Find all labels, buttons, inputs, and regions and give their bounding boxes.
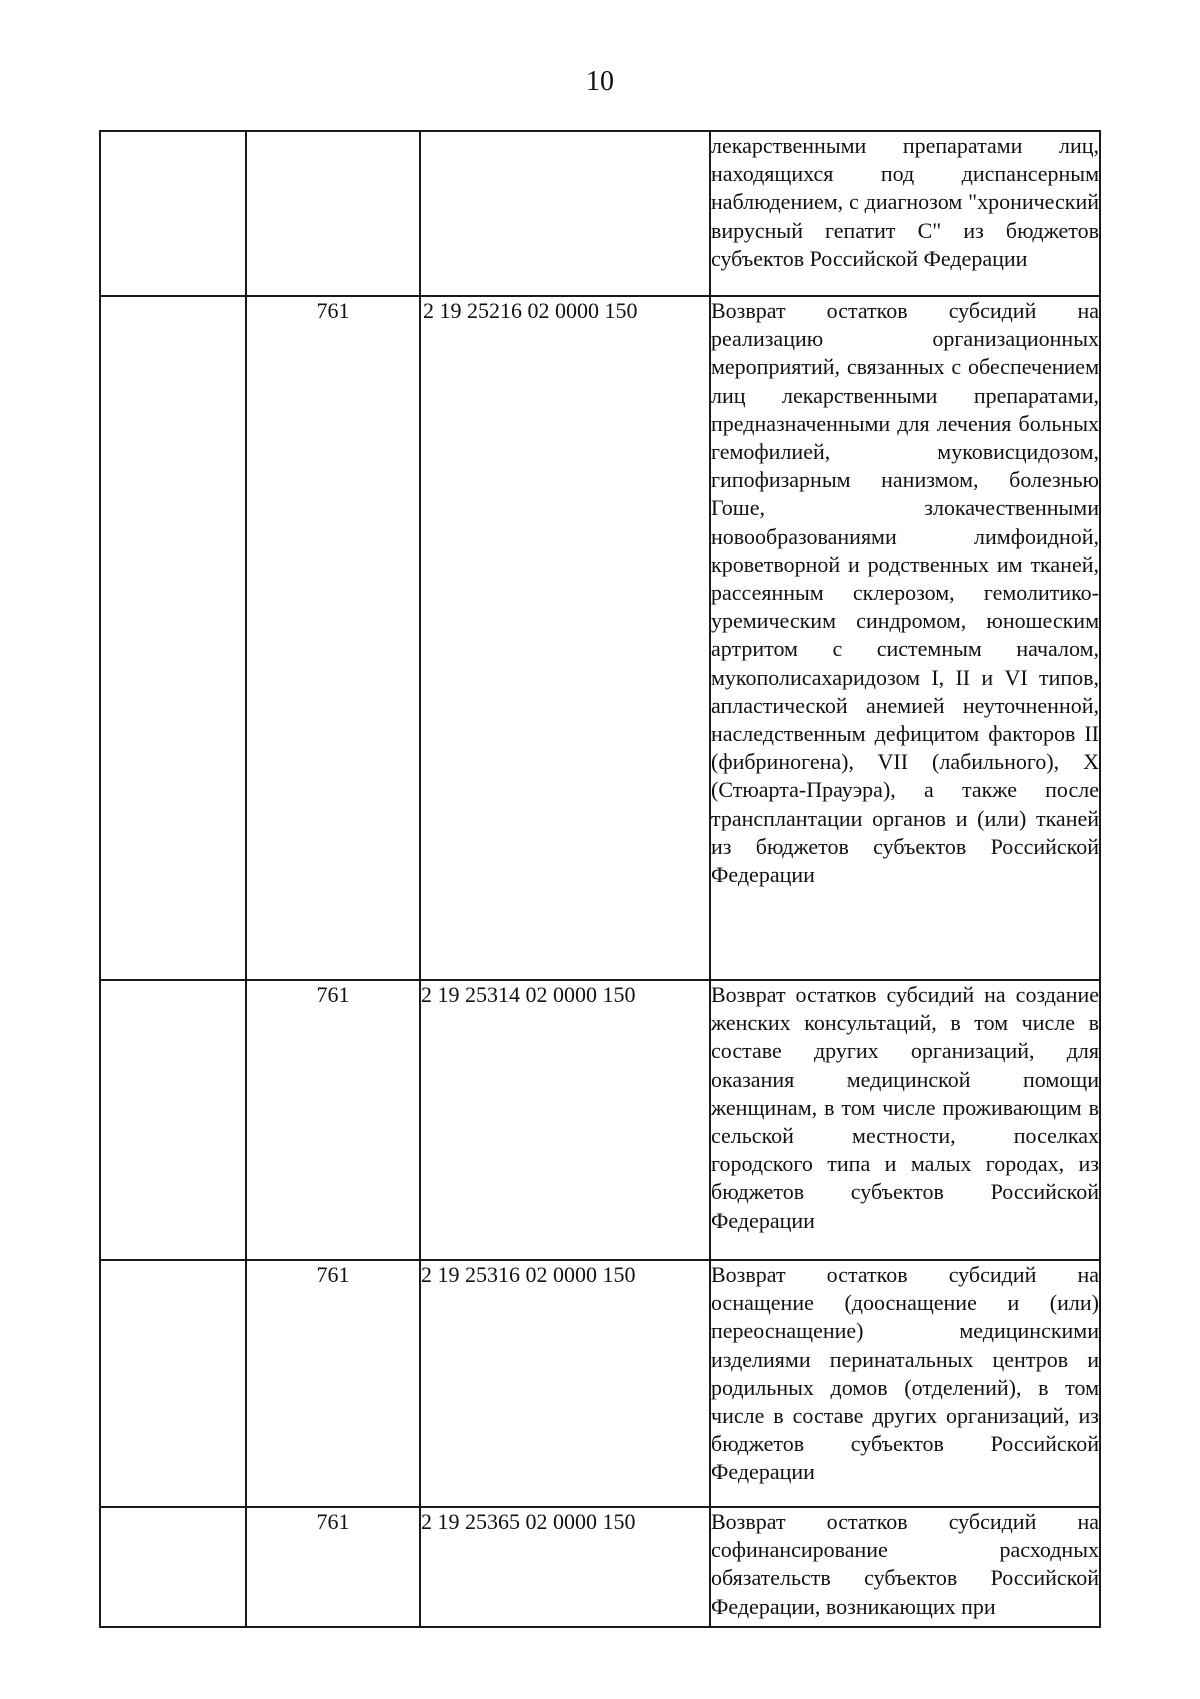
description-cell: Возврат остатков субсидий на реализацию организационных мероприятий, связанных с обеспечением лиц лекарственными препаратами, предназначенными для лечения больных гемофилией, муковисцидозом, гипофизарным нанизмом, болезнью Гоше, злокачественными новообразованиями лимфоидной, кроветворной и родственных им тканей, рассеянным склерозом, гемолитико-уремическим синдромом, юношеским артритом с системным началом, мукополисахаридозом I, II и VI типов, апластической анемией неуточненной, наследственным дефицитом факторов II (фибриногена), VII (лабильного), X (Стюарта-Прауэра), а также после трансплантации органов и (или) тканей из бюджетов субъектов Российской Федерации (710, 296, 1100, 980)
page-number: 10 (586, 66, 614, 97)
table-row (100, 131, 1100, 296)
description-cell: Возврат остатков субсидий на оснащение (дооснащение и (или) переоснащение) медицинскими изделиями перинатальных центров и родильных домов (отделений), в том числе в составе других организаций, из бюджетов субъектов Российской Федерации (710, 1260, 1100, 1507)
description-cell: Возврат остатков субсидий на создание женских консультаций, в том числе в составе других организаций, для оказания медицинской помощи женщинам, в том числе проживающим в сельской местности, поселках городского типа и малых городах, из бюджетов субъектов Российской Федерации (710, 980, 1100, 1260)
kbk-code-cell: 2 19 25314 02 0000 150 (420, 980, 710, 1260)
admin-code-cell: 761 (246, 980, 420, 1260)
budget-codes-table (99, 130, 1101, 1628)
admin-code-cell (246, 131, 420, 296)
kbk-code-cell: 2 19 25216 02 0000 150 (420, 296, 710, 980)
empty-cell (100, 980, 246, 1260)
table-row (100, 1260, 1100, 1507)
kbk-code-cell: 2 19 25316 02 0000 150 (420, 1260, 710, 1507)
table-row (100, 980, 1100, 1260)
empty-cell (100, 131, 246, 296)
empty-cell (100, 1260, 246, 1507)
admin-code-cell: 761 (246, 296, 420, 980)
description-cell: Возврат остатков субсидий на софинансирование расходных обязательств субъектов Российской Федерации, возникающих при (710, 1507, 1100, 1627)
table-row (100, 1507, 1100, 1627)
admin-code-cell: 761 (246, 1507, 420, 1627)
kbk-code-cell (420, 131, 710, 296)
empty-cell (100, 296, 246, 980)
admin-code-cell: 761 (246, 1260, 420, 1507)
description-cell: лекарственными препаратами лиц, находящихся под диспансерным наблюдением, с диагнозом "хронический вирусный гепатит С" из бюджетов субъектов Российской Федерации (710, 131, 1100, 296)
table-row (100, 296, 1100, 980)
kbk-code-cell: 2 19 25365 02 0000 150 (420, 1507, 710, 1627)
empty-cell (100, 1507, 246, 1627)
